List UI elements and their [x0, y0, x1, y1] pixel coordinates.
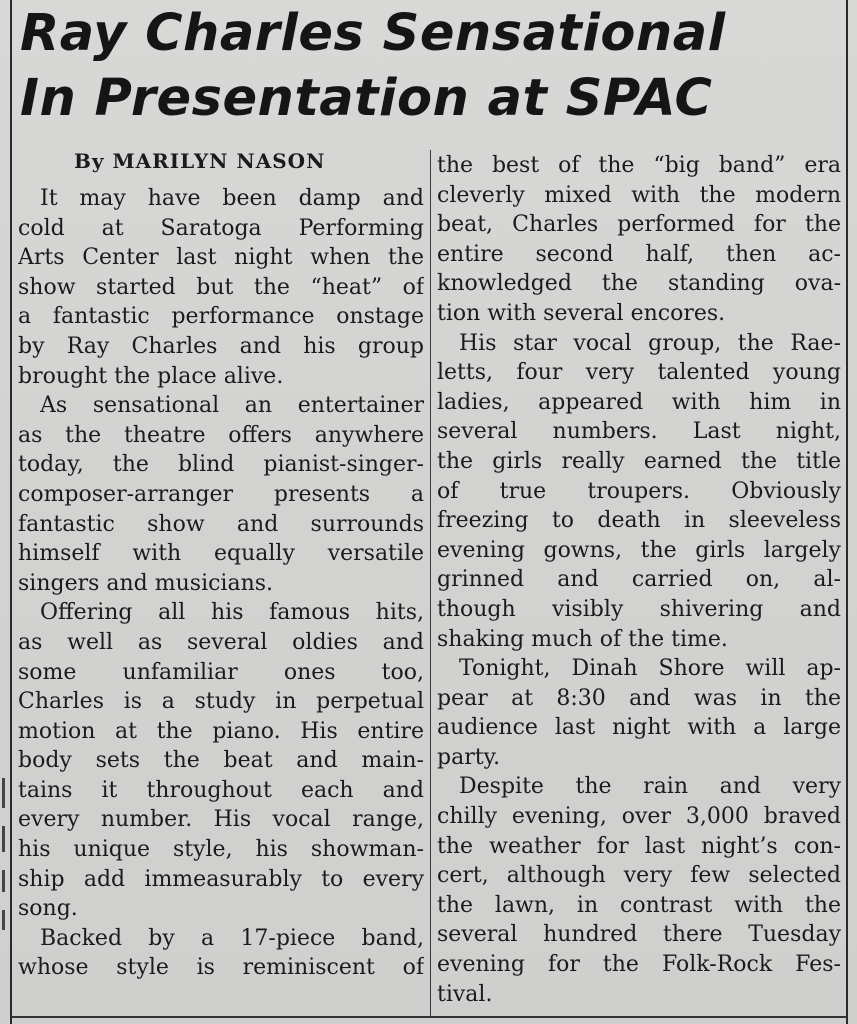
edge-marks [0, 760, 8, 980]
article-line: Charles is a study in perpetual [18, 689, 424, 715]
article-line: audience last night with a large [437, 715, 841, 741]
left-border-rule [10, 0, 12, 1024]
article-line: whose style is reminiscent of [18, 955, 424, 981]
article-line: his unique style, his showman- [18, 837, 424, 863]
article-line: evening for the Folk-Rock Fes- [437, 952, 841, 978]
article-line: Arts Center last night when the [18, 245, 424, 271]
article-line: a fantastic performance onstage [18, 304, 424, 330]
article-line: composer-arranger presents a [18, 481, 424, 507]
article-line: fantastic show and surrounds [18, 511, 424, 537]
article-line: several hundred there Tuesday [437, 922, 841, 948]
bottom-border-rule [12, 1016, 846, 1018]
article-line: the weather for last night’s con- [437, 833, 841, 859]
article-line: tival. [437, 981, 493, 1007]
article-line: knowledged the standing ova- [437, 271, 841, 297]
article-line: motion at the piano. His entire [18, 718, 424, 744]
article-line: Tonight, Dinah Shore will ap- [459, 656, 841, 682]
article-line: brought the place alive. [18, 363, 284, 389]
article-line: ladies, appeared with him in [437, 389, 841, 415]
column-divider [430, 150, 431, 1016]
article-line: some unfamiliar ones too, [18, 659, 424, 685]
article-line: chilly evening, over 3,000 braved [437, 804, 841, 830]
article-line: evening gowns, the girls largely [437, 537, 841, 563]
article-column-right [437, 151, 841, 1009]
headline-line-2: In Presentation at SPAC [20, 69, 713, 128]
article-line: as well as several oldies and [18, 629, 424, 655]
article-line: tains it throughout each and [18, 777, 424, 803]
article-line: grinned and carried on, al- [437, 567, 841, 593]
article-line: though visibly shivering and [437, 596, 841, 622]
article-line: letts, four very talented young [437, 360, 841, 386]
headline-line-1: Ray Charles Sensational [20, 4, 726, 63]
article-line: the best of the “big band” era [437, 153, 841, 178]
article-line: As sensational an entertainer [40, 393, 424, 419]
article-line: by Ray Charles and his group [18, 333, 424, 359]
article-line: pear at 8:30 and was in the [437, 685, 841, 711]
article-line: Despite the rain and very [459, 774, 841, 800]
article-line: cleverly mixed with the modern [437, 182, 841, 208]
article-line: song. [18, 896, 78, 922]
article-line: beat, Charles performed for the [437, 212, 841, 238]
article-line: ship add immeasurably to every [18, 866, 424, 892]
article-line: party. [437, 744, 501, 770]
article-line: today, the blind pianist-singer- [18, 452, 424, 478]
article-line: body sets the beat and main- [18, 748, 424, 774]
article-line: It may have been damp and [40, 186, 424, 211]
article-line: tion with several encores. [437, 300, 726, 326]
article-column-left [18, 184, 424, 983]
article-line: of true troupers. Obviously [437, 478, 841, 504]
article-line: himself with equally versatile [18, 541, 424, 567]
article-line: show started but the “heat” of [18, 274, 424, 300]
byline: By MARILYN NASON [74, 149, 326, 173]
article-line: the girls really earned the title [437, 448, 841, 474]
article-line: cold at Saratoga Performing [18, 215, 424, 241]
article-line: shaking much of the time. [437, 626, 728, 652]
article-line: Offering all his famous hits, [40, 600, 424, 626]
article-line: cert, although very few selected [437, 863, 841, 889]
article-line: entire second half, then ac- [437, 241, 841, 267]
article-line: singers and musicians. [18, 570, 274, 596]
article-line: freezing to death in sleeveless [437, 508, 841, 534]
article-line: Backed by a 17-piece band, [40, 925, 424, 951]
right-border-rule [846, 0, 848, 1024]
article-line: as the theatre offers anywhere [18, 422, 424, 448]
article-line: every number. His vocal range, [18, 807, 424, 833]
article-line: His star vocal group, the Rae- [459, 330, 841, 356]
article-line: several numbers. Last night, [437, 419, 841, 445]
article-line: the lawn, in contrast with the [437, 892, 841, 918]
